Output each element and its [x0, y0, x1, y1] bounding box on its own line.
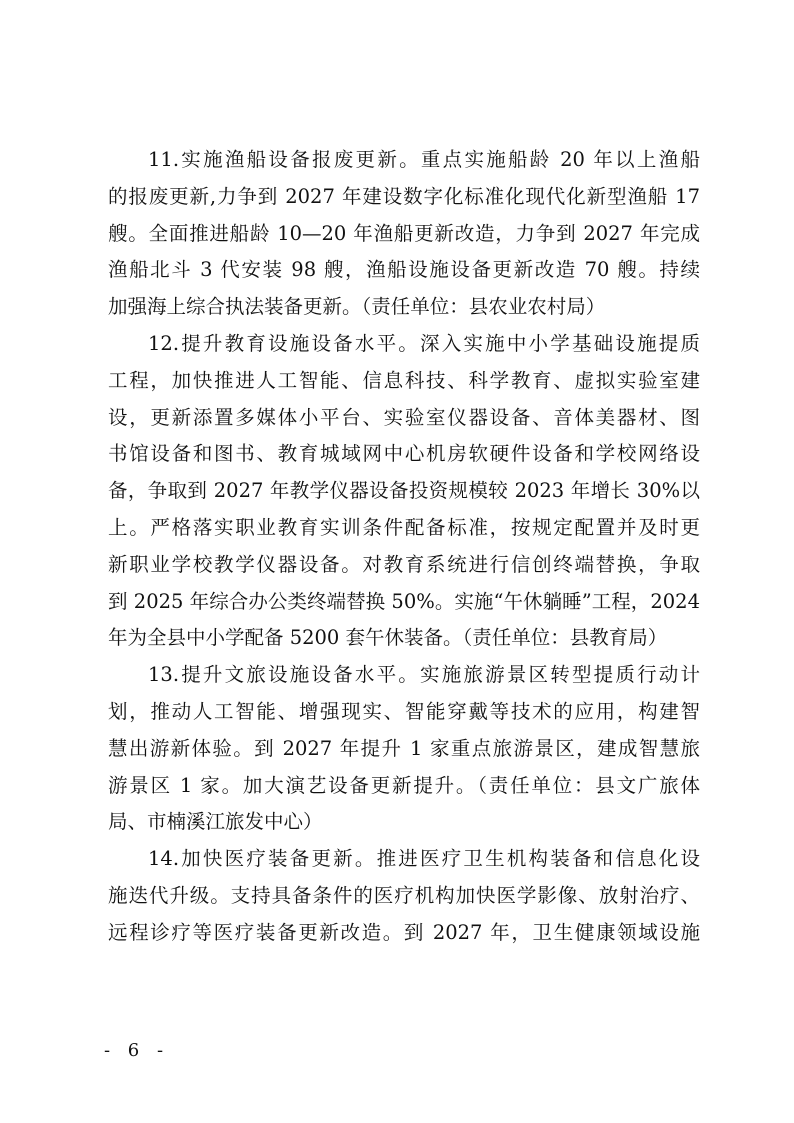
- text-line: 施迭代升级。支持具备条件的医疗机构加快医学影像、放射治疗、: [108, 883, 700, 907]
- text-line: 14.加快医疗装备更新。推进医疗卫生机构装备和信息化设: [148, 847, 700, 871]
- text-line: 加强海上综合执法装备更新。（责任单位：县农业农村局）: [108, 295, 606, 319]
- text-line: 艘。全面推进船龄 10—20 年渔船更新改造，力争到 2027 年完成: [108, 221, 700, 245]
- text-line: 备，争取到 2027 年教学仪器设备投资规模较 2023 年增长 30%以: [108, 479, 700, 503]
- text-line: 设，更新添置多媒体小平台、实验室仪器设备、音体美器材、图: [108, 405, 700, 429]
- text-line: 游景区 1 家。加大演艺设备更新提升。（责任单位：县文广旅体: [108, 773, 700, 797]
- text-line: 13.提升文旅设施设备水平。实施旅游景区转型提质行动计: [148, 663, 700, 687]
- text-line: 划，推动人工智能、增强现实、智能穿戴等技术的应用，构建智: [108, 699, 700, 723]
- paragraph-11: [108, 142, 700, 326]
- paragraph-14: [108, 841, 700, 951]
- text-line: 上。严格落实职业教育实训条件配备标准，按规定配置并及时更: [108, 515, 700, 539]
- text-line: 到 2025 年综合办公类终端替换 50%。实施“午休躺睡”工程，2024: [108, 589, 700, 613]
- text-line: 年为全县中小学配备 5200 套午休装备。（责任单位：县教育局）: [108, 626, 668, 650]
- text-line: 远程诊疗等医疗装备更新改造。到 2027 年，卫生健康领域设施: [108, 920, 700, 944]
- page-number: - 6 -: [104, 1040, 170, 1061]
- text-line: 渔船北斗 3 代安装 98 艘，渔船设施设备更新改造 70 艘。持续: [108, 258, 700, 282]
- text-line: 书馆设备和图书、教育城域网中心机房软硬件设备和学校网络设: [108, 442, 700, 466]
- paragraph-13: [108, 657, 700, 841]
- text-line: 12.提升教育设施设备水平。深入实施中小学基础设施提质: [148, 331, 700, 355]
- text-line: 新职业学校教学仪器设备。对教育系统进行信创终端替换，争取: [108, 552, 700, 576]
- text-line: 11.实施渔船设备报废更新。重点实施船龄 20 年以上渔船: [148, 148, 700, 171]
- paragraph-12: [108, 326, 700, 657]
- text-line: 慧出游新体验。到 2027 年提升 1 家重点旅游景区，建成智慧旅: [108, 736, 700, 760]
- text-line: 的报废更新,力争到 2027 年建设数字化标准化现代化新型渔船 17: [108, 184, 700, 208]
- text-line: 工程，加快推进人工智能、信息科技、科学教育、虚拟实验室建: [108, 368, 700, 392]
- text-line: 局、市楠溪江旅发中心）: [108, 810, 323, 834]
